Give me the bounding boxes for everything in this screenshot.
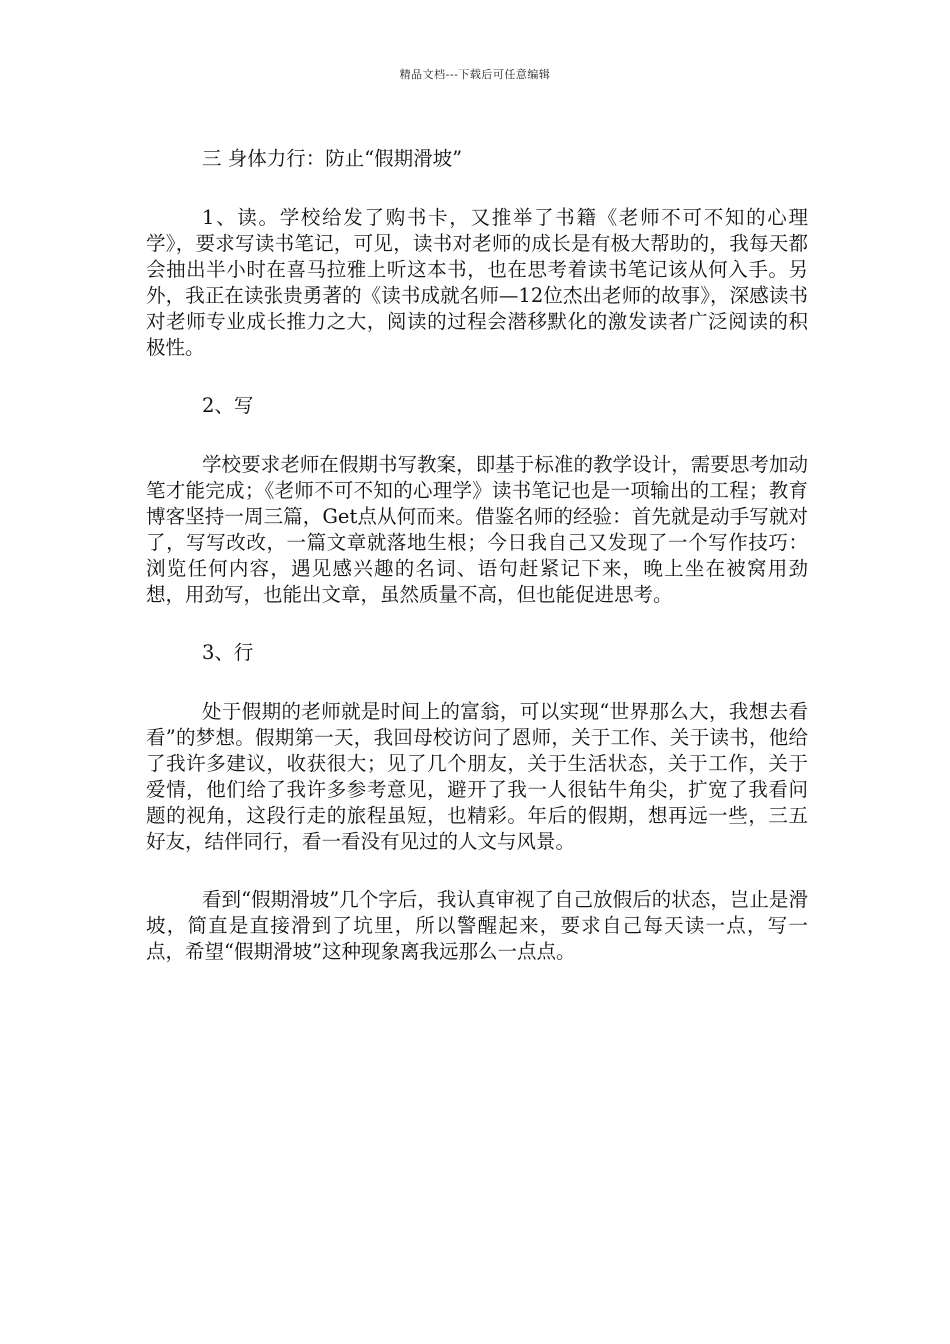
page-header: 精品文档---下载后可任意编辑: [399, 68, 551, 81]
paragraph-write: 学校要求老师在假期书写教案，即基于标准的教学设计，需要思考加动笔才能完成；《老师不可不知的心理学》读书笔记也是一项输出的工程；教育博客坚持一周三篇，Get点从何而来。借鉴名师的经验：首先就是动手写就对了，写写改改，一篇文章就落地生根；今日我自己又发现了一个写作技巧：浏览任何内容，遇见感兴趣的名词、语句赶紧记下来，晚上坐在被窝用劲想，用劲写，也能出文章，虽然质量不高，但也能促进思考。: [146, 453, 808, 606]
section-title: 三 身体力行：防止“假期滑坡”: [202, 147, 463, 170]
subheading-write: 2、写: [202, 394, 254, 417]
paragraph-read: 1、读。学校给发了购书卡，又推举了书籍《老师不可不知的心理学》，要求写读书笔记，可见，读书对老师的成长是有极大帮助的，我每天都会抽出半小时在喜马拉雅上听这本书，也在思考着读书笔记该从何入手。另外，我正在读张贵勇著的《读书成就名师—12位杰出老师的故事》，深感读书对老师专业成长推力之大，阅读的过程会潜移默化的激发读者广泛阅读的积极性。: [146, 206, 808, 359]
document-body: [146, 146, 808, 997]
paragraph-conclusion: 看到“假期滑坡”几个字后，我认真审视了自己放假后的状态，岂止是滑坡，简直是直接滑到了坑里，所以警醒起来，要求自己每天读一点，写一点，希望“假期滑坡”这种现象离我远那么一点点。: [146, 888, 808, 963]
paragraph-act: 处于假期的老师就是时间上的富翁，可以实现“世界那么大，我想去看看”的梦想。假期第一天，我回母校访问了恩师，关于工作、关于读书，他给了我许多建议，收获很大；见了几个朋友，关于生活状态，关于工作，关于爱情，他们给了我许多参考意见，避开了我一人很钻牛角尖，扩宽了我看问题的视角，这段行走的旅程虽短，也精彩。年后的假期，想再远一些，三五好友，结伴同行，看一看没有见过的人文与风景。: [146, 700, 808, 853]
subheading-act: 3、行: [202, 641, 254, 664]
